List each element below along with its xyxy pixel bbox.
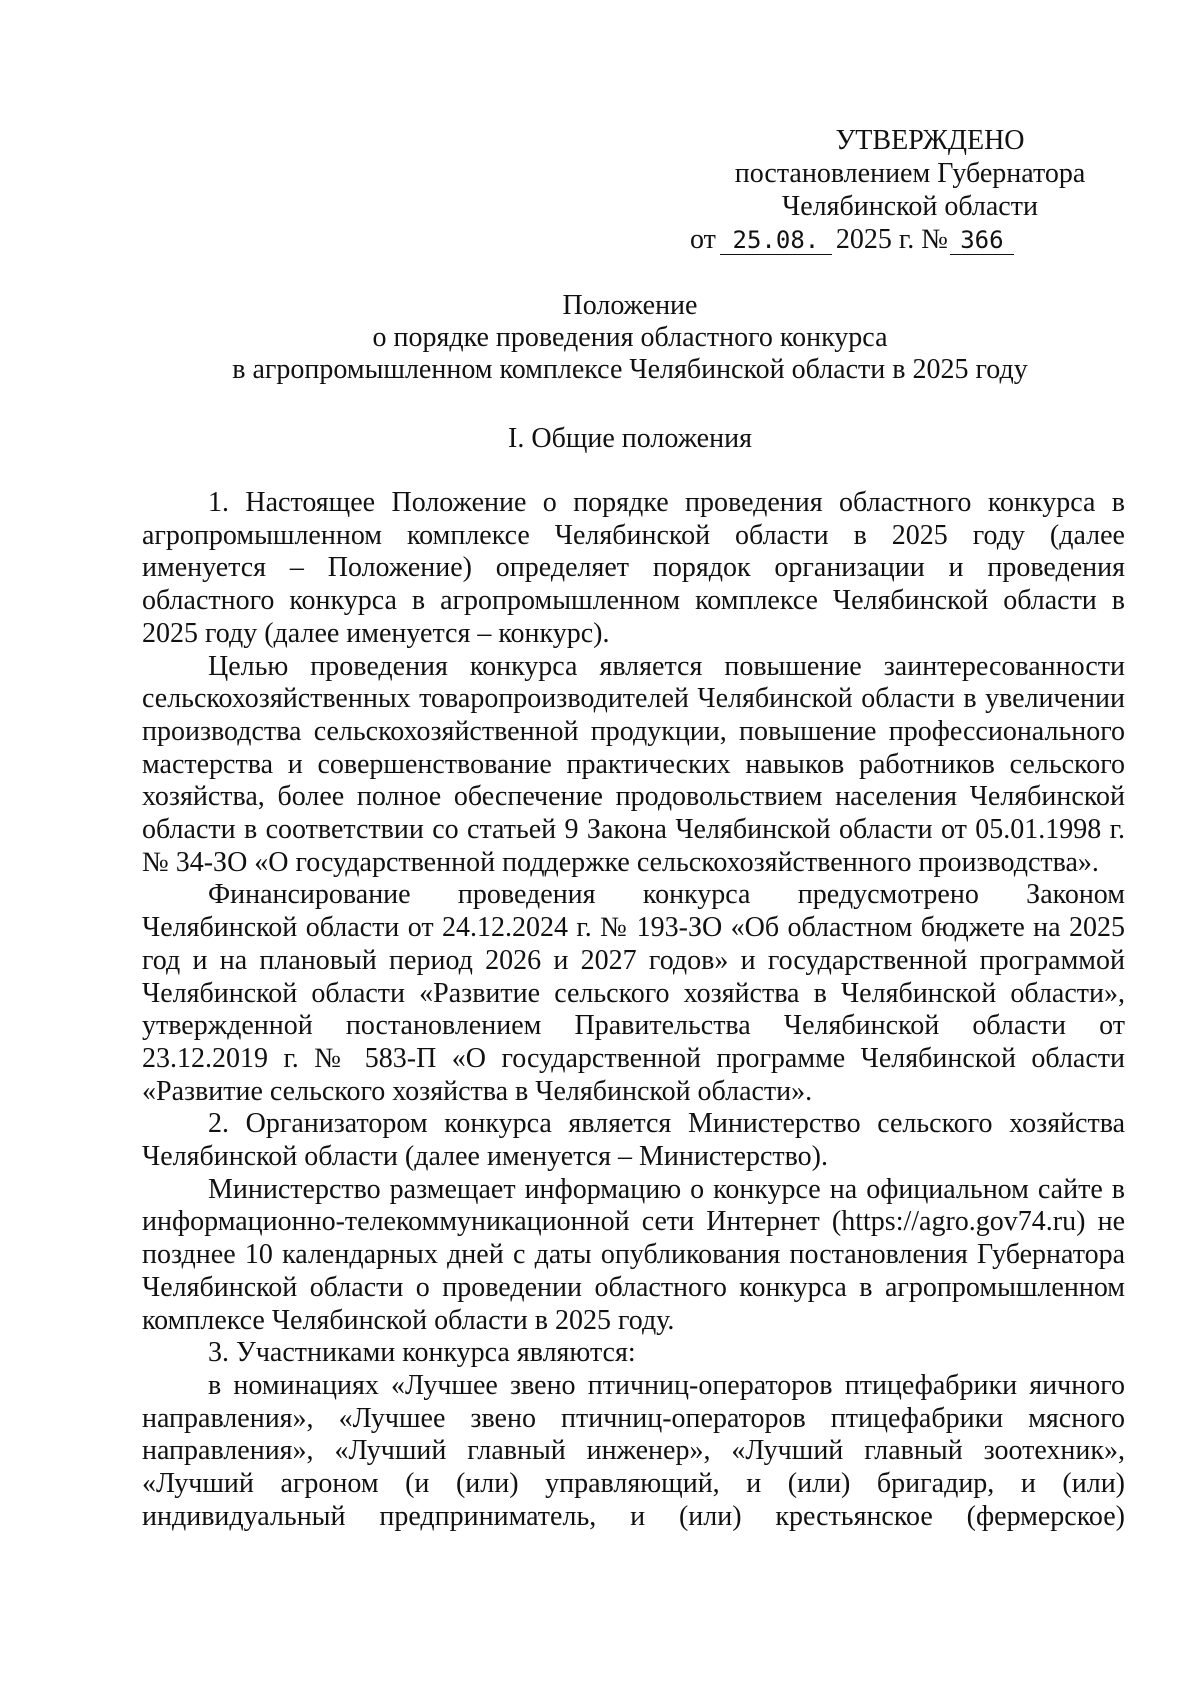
paragraph: 2. Организатором конкурса является Министерство сельского хозяйства Челябинской области (далее именуется – Министерство). [142,1108,1125,1173]
title-line-1: Положение [562,290,698,321]
approval-authority: постановлением Губернатора [734,158,1086,189]
year-label: 2025 г. № [835,224,948,255]
from-label: от [690,224,716,255]
title-line-3: в агропромышленном комплексе Челябинской области в 2025 году [232,354,1028,385]
title-line-2: о порядке проведения областного конкурса [372,322,888,353]
section-heading: I. Общие положения [508,423,752,454]
paragraph: 3. Участниками конкурса являются: [208,1337,636,1369]
approval-number: 366 [950,226,1014,255]
approved-label: УТВЕРЖДЕНО [835,125,1025,156]
document-title [150,290,1110,386]
approval-region: Челябинской области [782,191,1038,222]
paragraph: в номинациях «Лучшее звено птичниц-операторов птицефабрики яичного направления», «Лучшее звено птичниц-операторов птицефабрики мясного направления», «Лучший главный инженер», «Лучший главный зоотехник», «Лучший агроном (и (или) управляющий, и (или) бригадир, и (или) индивидуальный предприниматель, и (или) крестьянское (фермерское) [142,1369,1125,1532]
paragraph: Министерство размещает информацию о конкурсе на официальном сайте в информационно-телекоммуникационной сети Интернет (https://agro.gov74.ru) не позднее 10 календарных дней с даты опубликования постановления Губернатора Челябинской области о проведении областного конкурса в агропромышленном комплексе Челябинской области в 2025 году. [142,1173,1125,1336]
approval-stamp [690,124,1130,256]
paragraph: Финансирование проведения конкурса предусмотрено Законом Челябинской области от 24.12.2024 г. № 193-ЗО «Об областном бюджете на 2025 год и на плановый период 2026 и 2027 годов» и государственной программой Челябинской области «Развитие сельского хозяйства в Челябинской области», утвержденной постановлением Правительства Челябинской области от 23.12.2019 г. № 583-П «О государственной программе Челябинской области «Развитие сельского хозяйства в Челябинской области». [142,879,1125,1107]
approval-date-line [690,223,1130,256]
approval-date: 25.08. [720,226,832,255]
paragraph: Целью проведения конкурса является повышение заинтересованности сельскохозяйственных товаропроизводителей Челябинской области в увеличении производства сельскохозяйственной продукции, повышение профессионального мастерства и совершенствование практических навыков работников сельского хозяйства, более полное обеспечение продовольствием населения Челябинской области в соответствии со статьей 9 Закона Челябинской области от 05.01.1998 г. № 34-ЗО «О государственной поддержке сельскохозяйственного производства». [142,650,1125,878]
paragraph: 1. Настоящее Положение о порядке проведения областного конкурса в агропромышленном комплексе Челябинской области в 2025 году (далее именуется – Положение) определяет порядок организации и проведения областного конкурса в агропромышленном комплексе Челябинской области в 2025 году (далее именуется – конкурс). [142,487,1125,649]
document-body [142,487,1125,1534]
